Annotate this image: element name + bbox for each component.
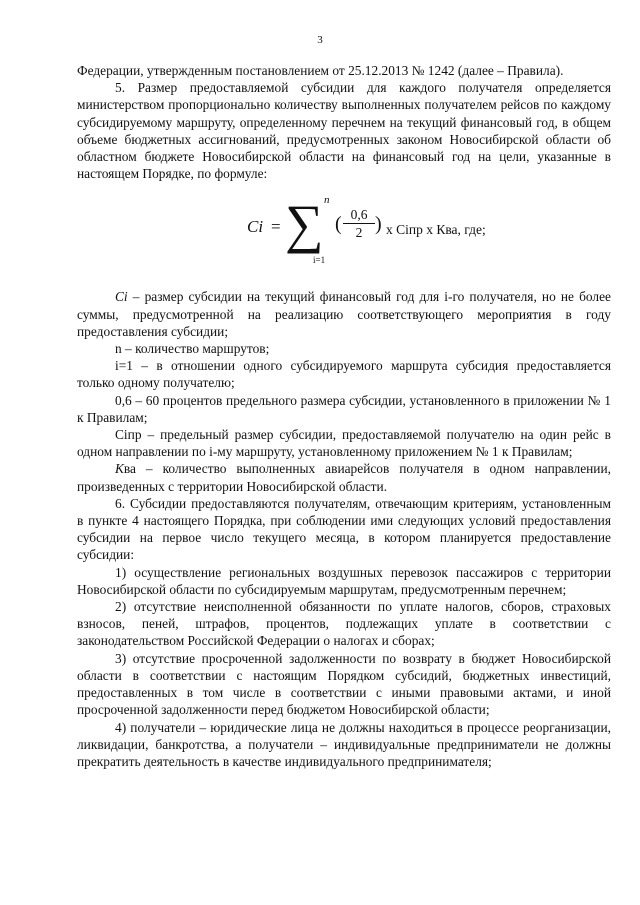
definition-coefficient: 0,6 – 60 процентов предельного размера субсидии, установленного в приложении № 1 к Правилам; [77,392,611,425]
document-body [77,62,611,770]
formula-lhs: Ci [247,217,264,237]
formula-open-paren: ( [335,213,342,236]
condition-3: 3) отсутствие просроченной задолженности по возврату в бюджет Новосибирской области в соответствии с настоящим Порядком субсидий, бюджетных инвестиций, предоставленных в том числе в соответствии с иными правовыми актами, и иной просроченной задолженности перед бюджетом Новосибирской области; [77,650,611,718]
definition-ci [77,288,611,340]
condition-4: 4) получатели – юридические лица не должны находиться в процессе реорганизации, ликвидации, банкротства, а получатели – индивидуальные предприниматели не должны прекратить деятельность в качестве индивидуального предпринимателя; [77,719,611,769]
condition-2: 2) отсутствие неисполненной обязанности по уплате налогов, сборов, страховых взносов, пеней, штрафов, процентов, подлежащих уплате в соответствии с законодательством Российской Федерации о налогах и сборах; [77,599,611,649]
formula-equals: = [271,217,281,237]
definition-ci-text: – размер субсидии на текущий финансовый год для i-го получателя, но не более суммы, предусмотренной на реализацию соответствующего мероприятия в году предоставления субсидии; [77,289,611,339]
condition-1: 1) осуществление региональных воздушных перевозок пассажиров с территории Новосибирской области по субсидируемым маршрутам, предусмотренным перечнем; [77,564,611,597]
definition-cipr: Сiпр – предельный размер субсидии, предоставляемой получателю на один рейс в одном направлении по i-му маршруту, установленному приложением № 1 к Правилам; [77,427,611,460]
formula-close-paren: ) [375,213,382,236]
definition-kva-symbol: К [115,461,124,477]
subsidy-formula [77,192,611,274]
paragraph-clause-5: 5. Размер предоставляемой субсидии для каждого получателя определяется министерством пропорционально количеству выполненных получателем рейсов по каждому субсидируемому маршруту, определенному перечнем на текущий финансовый год, в общем объеме бюджетных ассигнований, предусмотренных законом Новосибирской области об областном бюджете Новосибирской области на финансовый год на цели, указанные в настоящем Порядке, по формуле: [77,80,611,182]
formula-lower-limit: i=1 [313,255,326,266]
sum-icon: ∑ [285,194,324,255]
formula-denominator: 2 [355,225,363,241]
definition-kva-text: ва – количество выполненных авиарейсов получателя в одном направлении, произведенных с территории Новосибирской области. [77,461,611,494]
formula-upper-limit: n [324,194,330,207]
definition-n: n – количество маршрутов; [115,341,270,357]
page-number: 3 [317,34,323,46]
paragraph-continuation: Федерации, утвержденным постановлением от 25.12.2013 № 1242 (далее – Правила). [77,63,564,78]
formula-fraction [343,206,375,241]
paragraph-clause-6: 6. Субсидии предоставляются получателям, отвечающим критериям, установленным в пункте 4 настоящего Порядка, при соблюдении ими следующих условий предоставления субсидии на первое число текущего месяца, в котором планируется предоставление субсидии: [77,495,611,563]
definition-ci-symbol: Ci [115,289,128,305]
definition-i: i=1 – в отношении одного субсидируемого маршрута субсидия предоставляется только одному получателю; [77,358,611,391]
definition-kva [77,460,611,494]
formula-tail: х Сiпр х Ква, где; [386,222,486,238]
formula-numerator: 0,6 [343,206,375,224]
